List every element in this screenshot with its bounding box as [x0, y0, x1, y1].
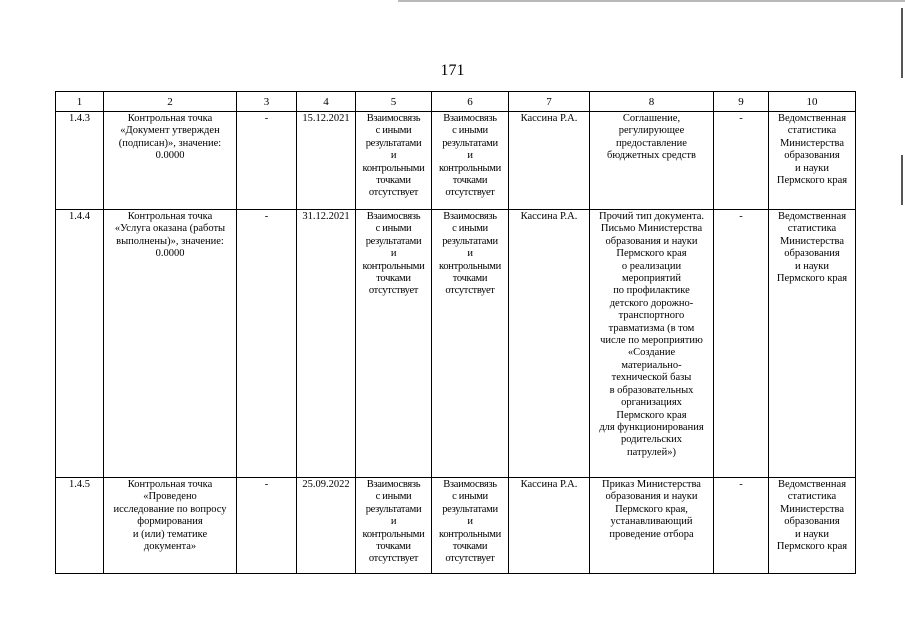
control-point-name: Контрольная точка «Документ утвержден (подписан)», значение: 0.0000: [104, 112, 237, 210]
column-header: 4: [297, 92, 356, 112]
scan-top-rule: [398, 0, 905, 2]
column-9-value: -: [714, 112, 769, 210]
column-header: 8: [590, 92, 714, 112]
column-header: 2: [104, 92, 237, 112]
page-number: 171: [440, 62, 465, 79]
document-description: Приказ Министерства образования и науки Пермского края, устанавливающий проведение отбора: [590, 478, 714, 574]
due-date: 31.12.2021: [297, 210, 356, 478]
column-header: 3: [237, 92, 297, 112]
control-point-name: Контрольная точка «Услуга оказана (работы выполнены)», значение: 0.0000: [104, 210, 237, 478]
row-number: 1.4.3: [56, 112, 104, 210]
table-row: [56, 112, 856, 210]
column-header: 9: [714, 92, 769, 112]
relationship-note: Взаимосвязь с иными результатами и контрольными точками отсутствует: [356, 478, 432, 574]
column-3-value: -: [237, 210, 297, 478]
table-row: [56, 478, 856, 574]
column-3-value: -: [237, 478, 297, 574]
header-row: [56, 92, 856, 112]
control-point-name: Контрольная точка «Проведено исследование по вопросу формирования и (или) тематике документа»: [104, 478, 237, 574]
responsible-person: Кассина Р.А.: [509, 478, 590, 574]
relationship-note: Взаимосвязь с иными результатами и контрольными точками отсутствует: [356, 210, 432, 478]
responsible-person: Кассина Р.А.: [509, 112, 590, 210]
column-header: 10: [769, 92, 856, 112]
column-header: 6: [432, 92, 509, 112]
column-header: 1: [56, 92, 104, 112]
column-9-value: -: [714, 478, 769, 574]
column-9-value: -: [714, 210, 769, 478]
relationship-note: Взаимосвязь с иными результатами и контрольными точками отсутствует: [432, 112, 509, 210]
due-date: 15.12.2021: [297, 112, 356, 210]
scan-edge-mark: [901, 155, 903, 205]
relationship-note: Взаимосвязь с иными результатами и контрольными точками отсутствует: [432, 210, 509, 478]
row-number: 1.4.5: [56, 478, 104, 574]
column-header: 7: [509, 92, 590, 112]
information-source: Ведомственная статистика Министерства образования и науки Пермского края: [769, 210, 856, 478]
document-description: Прочий тип документа. Письмо Министерства образования и науки Пермского края о реализации мероприятий по профилактике детского дорожно- транспортного травматизма (в том числе по мероприятию «Создание материально- технической базы в образовательных организациях Пермского края для функционирования родительских патрулей»): [590, 210, 714, 478]
information-source: Ведомственная статистика Министерства образования и науки Пермского края: [769, 112, 856, 210]
document-description: Соглашение, регулирующее предоставление бюджетных средств: [590, 112, 714, 210]
table-row: [56, 210, 856, 478]
relationship-note: Взаимосвязь с иными результатами и контрольными точками отсутствует: [432, 478, 509, 574]
column-3-value: -: [237, 112, 297, 210]
row-number: 1.4.4: [56, 210, 104, 478]
column-header: 5: [356, 92, 432, 112]
responsible-person: Кассина Р.А.: [509, 210, 590, 478]
control-points-table: [55, 91, 856, 574]
information-source: Ведомственная статистика Министерства образования и науки Пермского края: [769, 478, 856, 574]
relationship-note: Взаимосвязь с иными результатами и контрольными точками отсутствует: [356, 112, 432, 210]
due-date: 25.09.2022: [297, 478, 356, 574]
